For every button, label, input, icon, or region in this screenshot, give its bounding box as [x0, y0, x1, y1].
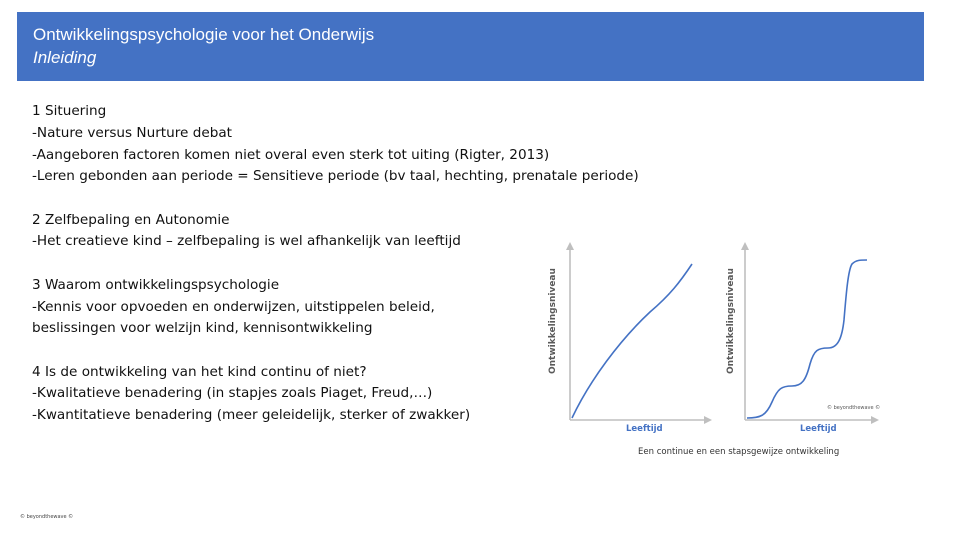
continuous-graph [566, 242, 712, 424]
section-heading: 4 Is de ontwikkeling van het kind continu of niet? [32, 363, 367, 380]
bullet-line: -Kwantitatieve benadering (meer geleidelijk, sterker of zwakker) [32, 407, 471, 424]
section-heading: 3 Waarom ontwikkelingspsychologie [32, 276, 280, 293]
footer-credit: © beyondthewave © [20, 514, 74, 520]
left-y-label: Ontwikkelingsniveau [548, 268, 558, 374]
slide-header [17, 12, 924, 81]
figure-credit: © beyondthewave © [827, 405, 881, 411]
bullet-line: beslissingen voor welzijn kind, kennisontwikkeling [32, 320, 373, 337]
stepwise-curve [747, 260, 867, 418]
right-y-label: Ontwikkelingsniveau [726, 268, 736, 374]
section-heading: 2 Zelfbepaling en Autonomie [32, 211, 230, 228]
stepwise-graph [741, 242, 879, 424]
continuous-curve [572, 264, 692, 418]
bullet-line: -Het creatieve kind – zelfbepaling is wel afhankelijk van leeftijd [32, 233, 461, 250]
left-y-arrow [566, 242, 574, 250]
bullet-line: -Aangeboren factoren komen niet overal even sterk tot uiting (Rigter, 2013) [32, 146, 550, 163]
slide-title: Ontwikkelingspsychologie voor het Onderwijs [33, 25, 375, 44]
bullet-line: -Kennis voor opvoeden en onderwijzen, uitstippelen beleid, [32, 298, 435, 315]
section-situering [32, 101, 692, 188]
left-x-label: Leeftijd [626, 424, 663, 434]
left-x-arrow [704, 416, 712, 424]
section-heading: 1 Situering [32, 103, 107, 119]
development-figure [530, 240, 890, 470]
right-x-arrow [871, 416, 879, 424]
bullet-line: -Nature versus Nurture debat [32, 124, 232, 141]
right-y-arrow [741, 242, 749, 250]
bullet-line: -Leren gebonden aan periode = Sensitieve periode (bv taal, hechting, prenatale periode) [32, 168, 639, 185]
slide-subtitle: Inleiding [33, 48, 97, 67]
development-graphs [530, 240, 890, 470]
right-x-label: Leeftijd [800, 424, 837, 434]
figure-caption: Een continue en een stapsgewijze ontwikkeling [638, 447, 840, 457]
bullet-line: -Kwalitatieve benadering (in stapjes zoals Piaget, Freud,…) [32, 385, 433, 402]
